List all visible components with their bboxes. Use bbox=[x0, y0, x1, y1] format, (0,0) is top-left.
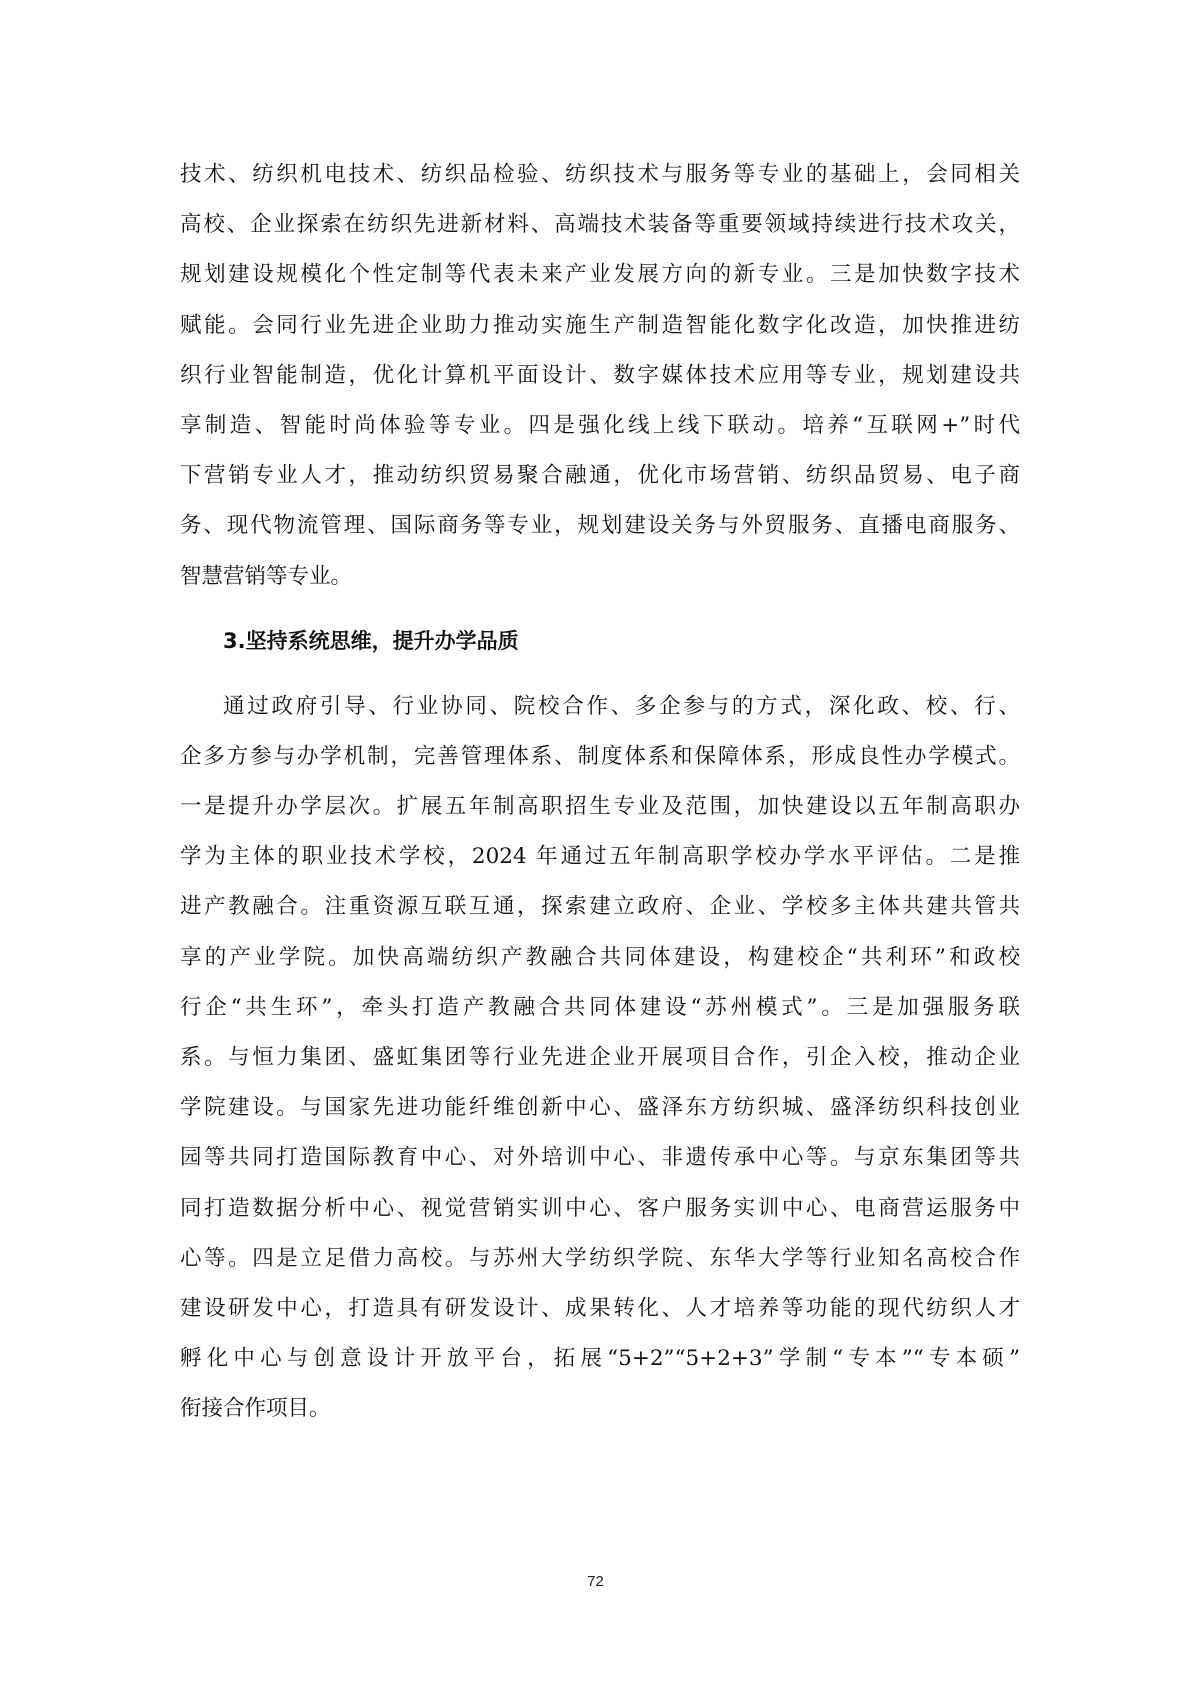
text-line: 一是提升办学层次。扩展五年制高职招生专业及范围，加快建设以五年制高职办 bbox=[180, 794, 1020, 820]
text-line: 织行业智能制造，优化计算机平面设计、数字媒体技术应用等专业，规划建设共 bbox=[180, 362, 1020, 388]
text-line: 下营销专业人才，推动纺织贸易聚合融通，优化市场营销、纺织品贸易、电子商 bbox=[180, 463, 1020, 489]
text-line: 学院建设。与国家先进功能纤维创新中心、盛泽东方纺织城、盛泽纺织科技创业 bbox=[180, 1095, 1020, 1121]
paragraph-2 bbox=[180, 682, 1020, 1435]
text-line: 心等。四是立足借力高校。与苏州大学纺织学院、东华大学等行业知名高校合作 bbox=[180, 1245, 1020, 1271]
text-line: 智慧营销等专业。 bbox=[180, 563, 353, 589]
page-number: 72 bbox=[587, 1573, 604, 1590]
text-line: 衔接合作项目。 bbox=[180, 1396, 331, 1422]
text-line: 同打造数据分析中心、视觉营销实训中心、客户服务实训中心、电商营运服务中 bbox=[180, 1195, 1020, 1221]
text-line: 行企“共生环”，牵头打造产教融合共同体建设“苏州模式”。三是加强服务联 bbox=[180, 994, 1020, 1020]
text-line: 高校、企业探索在纺织先进新材料、高端技术装备等重要领域持续进行技术攻关， bbox=[180, 212, 1020, 238]
text-line: 建设研发中心，打造具有研发设计、成果转化、人才培养等功能的现代纺织人才 bbox=[180, 1295, 1020, 1321]
page-content bbox=[180, 150, 1020, 1435]
text-line: 进产教融合。注重资源互联互通，探索建立政府、企业、学校多主体共建共管共 bbox=[180, 894, 1020, 920]
section-heading: 3.坚持系统思维，提升办学品质 bbox=[223, 628, 519, 653]
text-line: 学为主体的职业技术学校，2024 年通过五年制高职学校办学水平评估。二是推 bbox=[180, 844, 1020, 870]
text-line: 务、现代物流管理、国际商务等专业，规划建设关务与外贸服务、直播电商服务、 bbox=[180, 513, 1020, 539]
text-line: 企多方参与办学机制，完善管理体系、制度体系和保障体系，形成良性办学模式。 bbox=[180, 743, 1020, 769]
text-line: 享的产业学院。加快高端纺织产教融合共同体建设，构建校企“共利环”和政校 bbox=[180, 944, 1020, 970]
text-line: 技术、纺织机电技术、纺织品检验、纺织技术与服务等专业的基础上，会同相关 bbox=[180, 162, 1020, 187]
text-line: 园等共同打造国际教育中心、对外培训中心、非遗传承中心等。与京东集团等共 bbox=[180, 1145, 1020, 1171]
text-line: 系。与恒力集团、盛虹集团等行业先进企业开展项目合作，引企入校，推动企业 bbox=[180, 1045, 1020, 1070]
text-line: 赋能。会同行业先进企业助力推动实施生产制造智能化数字化改造，加快推进纺 bbox=[180, 312, 1020, 338]
text-line: 享制造、智能时尚体验等专业。四是强化线上线下联动。培养“互联网+”时代 bbox=[180, 412, 1020, 438]
text-line: 孵化中心与创意设计开放平台，拓展“5+2”“5+2+3”学制“专本”“专本硕” bbox=[180, 1346, 1020, 1372]
paragraph-1 bbox=[180, 150, 1020, 602]
text-line: 规划建设规模化个性定制等代表未来产业发展方向的新专业。三是加快数字技术 bbox=[180, 262, 1020, 288]
text-line: 通过政府引导、行业协同、院校合作、多企参与的方式，深化政、校、行、 bbox=[223, 693, 1020, 719]
